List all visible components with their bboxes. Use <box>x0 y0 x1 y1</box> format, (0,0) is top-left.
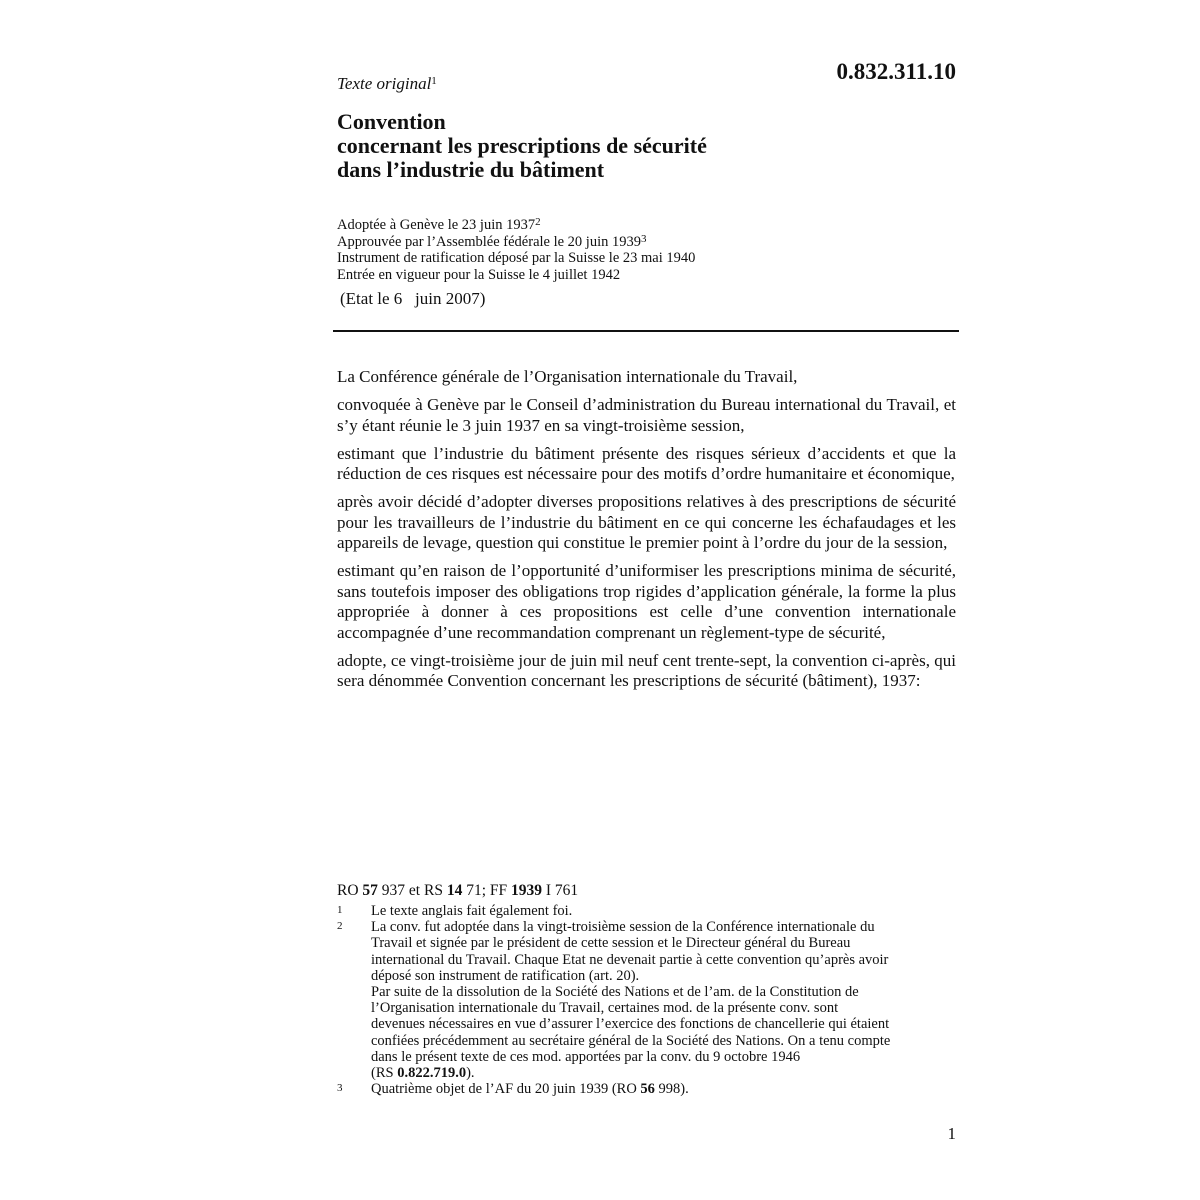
footnote-line: déposé son instrument de ratification (art. 20). <box>371 967 640 984</box>
footnote-2 <box>337 919 959 1081</box>
footnote-line: dans le présent texte de ces mod. apportées par la conv. du 9 octobre 1946 <box>371 1048 801 1065</box>
preamble-paragraph: estimant qu’en raison de l’opportunité d’uniformiser les prescriptions minima de sécurité, sans toutefois imposer des obligations trop rigides d’application générale, la forme la plus appropriée à donner à ces propositions est celle d’une convention internationale accompagnée d’une recommandation comprenant un règlement-type de sécurité, <box>337 561 956 642</box>
footnote-ref-1[interactable]: 1 <box>431 75 437 87</box>
footnote-1 <box>337 903 959 919</box>
sr-number: 0.832.311.10 <box>836 59 956 84</box>
footnote-line: l’Organisation internationale du Travail, certaines mod. de la présente conv. sont <box>371 1000 839 1017</box>
adoption-metadata <box>337 217 957 283</box>
status-date: (Etat le 6 juin 2007) <box>340 289 486 308</box>
source-ff-year: 1939 <box>511 882 543 899</box>
footnote-3 <box>337 1081 959 1097</box>
preamble-paragraph: estimant que l’industrie du bâtiment présente des risques sérieux d’accidents et que la réduction de ces risques est nécessaire pour des motifs d’ordre humanitaire et économique, <box>337 443 956 483</box>
footnote-text <box>371 919 959 1081</box>
footnote-line: La conv. fut adoptée dans la vingt-troisième session de la Conférence internationale du <box>371 919 875 936</box>
footnote-line: devenues nécessaires en vue d’assurer l’exercice des fonctions de chancellerie qui étaient <box>371 1016 890 1033</box>
header-divider <box>333 330 959 332</box>
footnote-line <box>371 1081 959 1097</box>
source-ro-volume: 57 <box>362 882 378 899</box>
footnote-line: confiées précédemment au secrétaire général de la Société des Nations. On a tenu compte <box>371 1032 891 1049</box>
footnote-number: 3 <box>337 1082 343 1095</box>
page-number: 1 <box>947 1124 956 1143</box>
source-ro-page: 937 et RS <box>377 882 447 899</box>
footnotes-section <box>337 881 959 1097</box>
preamble <box>337 367 956 699</box>
rs-reference[interactable]: 0.822.719.0 <box>397 1065 467 1082</box>
footnote-line: Le texte anglais fait également foi. <box>371 903 573 919</box>
rs-prefix: (RS <box>371 1065 398 1082</box>
footnote-text <box>371 1081 959 1097</box>
ratification-line: Instrument de ratification déposé par la Suisse le 23 mai 1940 <box>337 250 696 266</box>
original-text-label <box>337 74 437 94</box>
source-rs-page: 71; FF <box>462 882 512 899</box>
source-rs-volume: 14 <box>446 882 463 899</box>
footnote-line: Par suite de la dissolution de la Société des Nations et de l’am. de la Constitution de <box>371 984 859 1001</box>
document-title <box>337 110 957 182</box>
title-line-2: concernant les prescriptions de sécurité <box>337 133 707 158</box>
adopted-text: Adoptée à Genève le 23 juin 1937 <box>337 217 536 233</box>
source-ff-rest: I 761 <box>542 882 579 899</box>
ro-prefix: Quatrième objet de l’AF du 20 juin 1939 (RO <box>371 1081 641 1098</box>
source-ro-prefix: RO <box>337 882 363 899</box>
original-label-text: Texte original <box>337 74 432 93</box>
footnote-number: 1 <box>337 904 343 916</box>
adopted-line <box>337 217 957 234</box>
ro-volume: 56 <box>640 1081 655 1098</box>
ro-suffix: 998). <box>654 1081 689 1098</box>
footnote-line <box>371 1065 959 1081</box>
footnote-number: 2 <box>337 920 343 933</box>
footnote-line: international du Travail. Chaque Etat ne devenait partie à cette convention qu’après avoir <box>371 951 889 968</box>
title-line-1: Convention <box>337 109 446 134</box>
entry-into-force-line: Entrée en vigueur pour la Suisse le 4 juillet 1942 <box>337 266 621 283</box>
preamble-paragraph: La Conférence générale de l’Organisation internationale du Travail, <box>337 367 798 386</box>
preamble-paragraph: après avoir décidé d’adopter diverses propositions relatives à des prescriptions de sécurité pour les travailleurs de l’industrie du bâtiment en ce qui concerne les échafaudages et les appareils de levage, question qui constitue le premier point à l’ordre du jour de la session, <box>337 492 956 552</box>
footnote-line: Travail et signée par le président de cette session et le Directeur général du Bureau <box>371 935 851 952</box>
source-reference <box>337 881 959 901</box>
title-line-3: dans l’industrie du bâtiment <box>337 157 605 182</box>
approved-line <box>337 234 957 251</box>
preamble-paragraph: convoquée à Genève par le Conseil d’administration du Bureau international du Travail, et s’y étant réunie le 3 juin 1937 en sa vingt-troisième session, <box>337 395 956 435</box>
footnote-ref-3[interactable]: 3 <box>641 232 647 245</box>
footnote-text <box>371 903 959 919</box>
footnote-ref-2[interactable]: 2 <box>535 216 541 228</box>
preamble-paragraph: adopte, ce vingt-troisième jour de juin mil neuf cent trente-sept, la convention ci-après, qui sera dénommée Convention concernant les prescriptions de sécurité (bâtiment), 1937: <box>337 650 956 690</box>
approved-text: Approuvée par l’Assemblée fédérale le 20 juin 1939 <box>337 233 641 250</box>
rs-suffix: ). <box>466 1065 475 1082</box>
